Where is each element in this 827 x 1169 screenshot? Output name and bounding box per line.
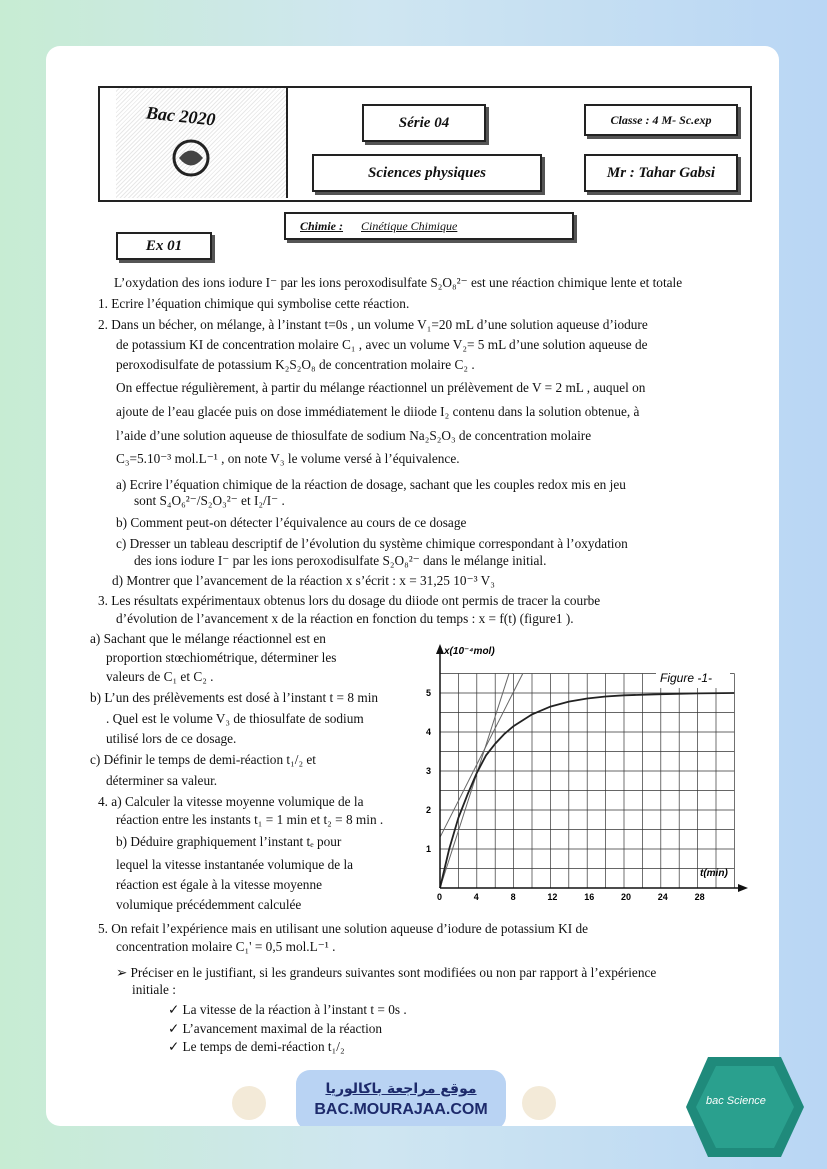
q4a-line2: réaction entre les instants t₁ = 1 min et t₂ = 8 min .: [116, 812, 384, 827]
q2-line2: de potassium KI de concentration molaire C₁ , avec un volume V₂= 5 mL d’une solution aqueuse de: [116, 337, 648, 352]
bac-label: Bac 2020: [145, 102, 217, 130]
figure1-chart: [424, 640, 749, 910]
q3b-line2: . Quel est le volume V₃ de thiosulfate de sodium: [106, 711, 364, 726]
tangent-line: [440, 674, 509, 889]
q2c-line2: des ions iodure I⁻ par les ions peroxodisulfate S₂O₈²⁻ dans le mélange initial.: [134, 553, 547, 568]
q2-line6: l’aide d’une solution aqueuse de thiosulfate de sodium Na₂S₂O₃ de concentration molaire: [116, 428, 592, 443]
footer-arabic[interactable]: موقع مراجعة باكالوريا: [325, 1081, 477, 1097]
header-logo-area: [116, 88, 288, 198]
q3-line2: d’évolution de l’avancement x de la réaction en fonction du temps : x = f(t) (figure1 ).: [116, 611, 574, 626]
topic-label: Cinétique Chimique: [361, 218, 458, 233]
q2b: b) Comment peut-on détecter l’équivalence au cours de ce dosage: [116, 515, 467, 530]
q5-item3: ✓ Le temps de demi-réaction t₁/₂: [168, 1039, 345, 1054]
q3b-line3: utilisé lors de ce dosage.: [106, 731, 237, 746]
y-axis-label: x(10⁻⁴mol): [444, 646, 495, 657]
q4a-line1: 4. a) Calculer la vitesse moyenne volumique de la: [98, 794, 364, 809]
q2-line5: ajoute de l’eau glacée puis on dose immédiatement le diiode I₂ contenu dans la solution obtenue, à: [116, 404, 640, 419]
q3a-line3: valeurs de C₁ et C₂ .: [106, 669, 214, 684]
footer-url[interactable]: BAC.MOURAJAA.COM: [314, 1101, 488, 1118]
x-tick-label: 24: [657, 892, 668, 902]
x-axis-label: t(min): [700, 868, 728, 879]
q2c-line1: c) Dresser un tableau descriptif de l’évolution du système chimique correspondant à l’oxydation: [116, 536, 628, 551]
bac-science-badge: [686, 1052, 806, 1162]
y-tick-label: 1: [426, 844, 432, 854]
q4b-line4: volumique précédemment calculée: [116, 897, 302, 912]
site-footer[interactable]: [296, 1070, 506, 1126]
x-tick-label: 28: [694, 892, 705, 902]
q5-item1: ✓ La vitesse de la réaction à l’instant t = 0s .: [168, 1002, 407, 1017]
subject-box: Sciences physiques: [312, 154, 542, 192]
q2a-line2: sont S₄O₆²⁻/S₂O₃²⁻ et I₂/I⁻ .: [134, 493, 285, 508]
q2-line3: peroxodisulfate de potassium K₂S₂O₈ de concentration molaire C₂ .: [116, 357, 475, 372]
footer-emblem-right: [522, 1086, 556, 1120]
serie-box: Série 04: [362, 104, 486, 142]
exercise-label: Ex 01: [116, 232, 212, 260]
x-axis-arrow: [738, 884, 748, 892]
footer-emblem-left: [232, 1086, 266, 1120]
q5-line1: 5. On refait l’expérience mais en utilisant une solution aqueuse d’iodure de potassium KI de: [98, 921, 588, 936]
q3c-line1: c) Définir le temps de demi-réaction t₁/₂ et: [90, 752, 316, 767]
q2a-line1: a) Ecrire l’équation chimique de la réaction de dosage, sachant que les couples redox mis en jeu: [116, 477, 626, 492]
q5-line2: concentration molaire C₁' = 0,5 mol.L⁻¹ .: [116, 939, 336, 954]
x-tick-label: 8: [510, 892, 516, 902]
x-tick-label: 12: [547, 892, 558, 902]
x-tick-label: 0: [437, 892, 443, 902]
q4b-line3: réaction est égale à la vitesse moyenne: [116, 877, 323, 892]
q4b-line2: lequel la vitesse instantanée volumique de la: [116, 857, 354, 872]
chart-tangents: [440, 674, 523, 889]
worksheet-page: [46, 46, 779, 1126]
q3c-line2: déterminer sa valeur.: [106, 773, 218, 788]
chart-grid: [440, 674, 734, 889]
q2d: d) Montrer que l’avancement de la réaction x s’écrit : x = 31,25 10⁻³ V₃: [112, 573, 495, 588]
q3a-line1: a) Sachant que le mélange réactionnel est en: [90, 631, 326, 646]
q5-bullet-cont: initiale :: [132, 982, 176, 997]
badge-text: bac Science: [706, 1095, 766, 1107]
x-tick-label: 4: [473, 892, 479, 902]
q2-line7: C₃=5.10⁻³ mol.L⁻¹ , on note V₃ le volume versé à l’équivalence.: [116, 451, 460, 466]
q4b-line1: b) Déduire graphiquement l’instant tₑ pour: [116, 834, 342, 849]
chimie-box: [284, 212, 574, 240]
classe-box: Classe : 4 M- Sc.exp: [584, 104, 738, 136]
q1: 1. Ecrire l’équation chimique qui symbolise cette réaction.: [98, 296, 410, 311]
q3-line1: 3. Les résultats expérimentaux obtenus lors du dosage du diiode ont permis de tracer la courbe: [98, 593, 601, 608]
q3b-line1: b) L’un des prélèvements est dosé à l’instant t = 8 min: [90, 690, 379, 705]
tangent-line: [440, 674, 523, 838]
y-tick-label: 5: [426, 688, 432, 698]
y-tick-label: 3: [426, 766, 432, 776]
q5-item2: ✓ L’avancement maximal de la réaction: [168, 1021, 383, 1036]
y-tick-label: 4: [426, 727, 432, 737]
y-axis-arrow: [436, 644, 444, 654]
chimie-label: Chimie :: [300, 218, 344, 233]
logo-icon: [171, 138, 211, 178]
q5-bullet: ➢ Préciser en le justifiant, si les grandeurs suivantes sont modifiées ou non par rapport à l’expérience: [116, 965, 657, 980]
x-tick-label: 20: [621, 892, 632, 902]
q3a-line2: proportion stœchiométrique, déterminer les: [106, 650, 337, 665]
q2-line4: On effectue régulièrement, à partir du mélange réactionnel un prélèvement de V = 2 mL , auquel on: [116, 380, 646, 395]
y-tick-label: 2: [426, 805, 432, 815]
x-tick-label: 16: [584, 892, 595, 902]
q2-line1: 2. Dans un bécher, on mélange, à l’instant t=0s , un volume V₁=20 mL d’une solution aqueuse d’iodure: [98, 317, 648, 332]
figure-title: Figure -1-: [660, 671, 713, 685]
intro-line: L’oxydation des ions iodure I⁻ par les ions peroxodisulfate S₂O₈²⁻ est une réaction chimique lente et totale: [114, 275, 683, 290]
teacher-box: Mr : Tahar Gabsi: [584, 154, 738, 192]
